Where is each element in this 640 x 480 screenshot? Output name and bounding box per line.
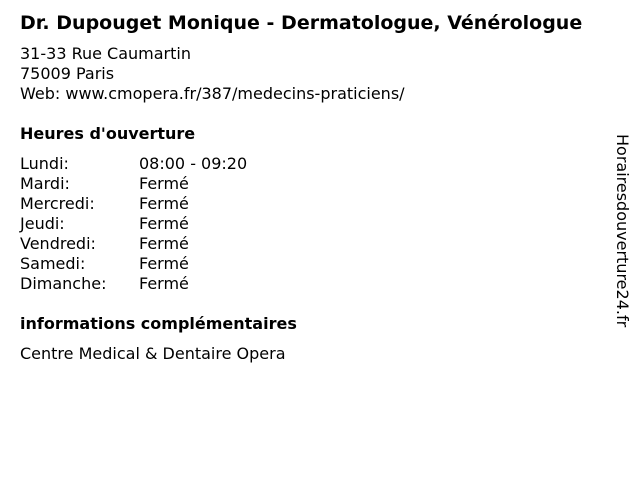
time-value: Fermé: [139, 234, 189, 253]
time-value: Fermé: [139, 254, 189, 273]
website-link[interactable]: Web: www.cmopera.fr/387/medecins-praticiens/: [20, 84, 405, 103]
opening-hours-heading: Heures d'ouverture: [20, 124, 196, 143]
time-value: Fermé: [139, 174, 189, 193]
additional-info-text: Centre Medical & Dentaire Opera: [20, 344, 286, 363]
address-block: [20, 44, 405, 104]
site-watermark: Horairesdouverture24.fr: [613, 134, 632, 328]
additional-info-heading: informations complémentaires: [20, 314, 297, 333]
day-label: Samedi:: [20, 254, 86, 273]
time-value: Fermé: [139, 194, 189, 213]
day-label: Mardi:: [20, 174, 70, 193]
day-label: Lundi:: [20, 154, 69, 173]
day-label: Dimanche:: [20, 274, 107, 293]
city-address: 75009 Paris: [20, 64, 115, 83]
day-label: Mercredi:: [20, 194, 95, 213]
street-address: 31-33 Rue Caumartin: [20, 44, 191, 63]
day-label: Jeudi:: [20, 214, 65, 233]
day-label: Vendredi:: [20, 234, 96, 253]
time-value: Fermé: [139, 274, 189, 293]
time-value: 08:00 - 09:20: [139, 154, 248, 173]
practice-title: Dr. Dupouget Monique - Dermatologue, Vénérologue: [20, 12, 583, 34]
time-value: Fermé: [139, 214, 189, 233]
